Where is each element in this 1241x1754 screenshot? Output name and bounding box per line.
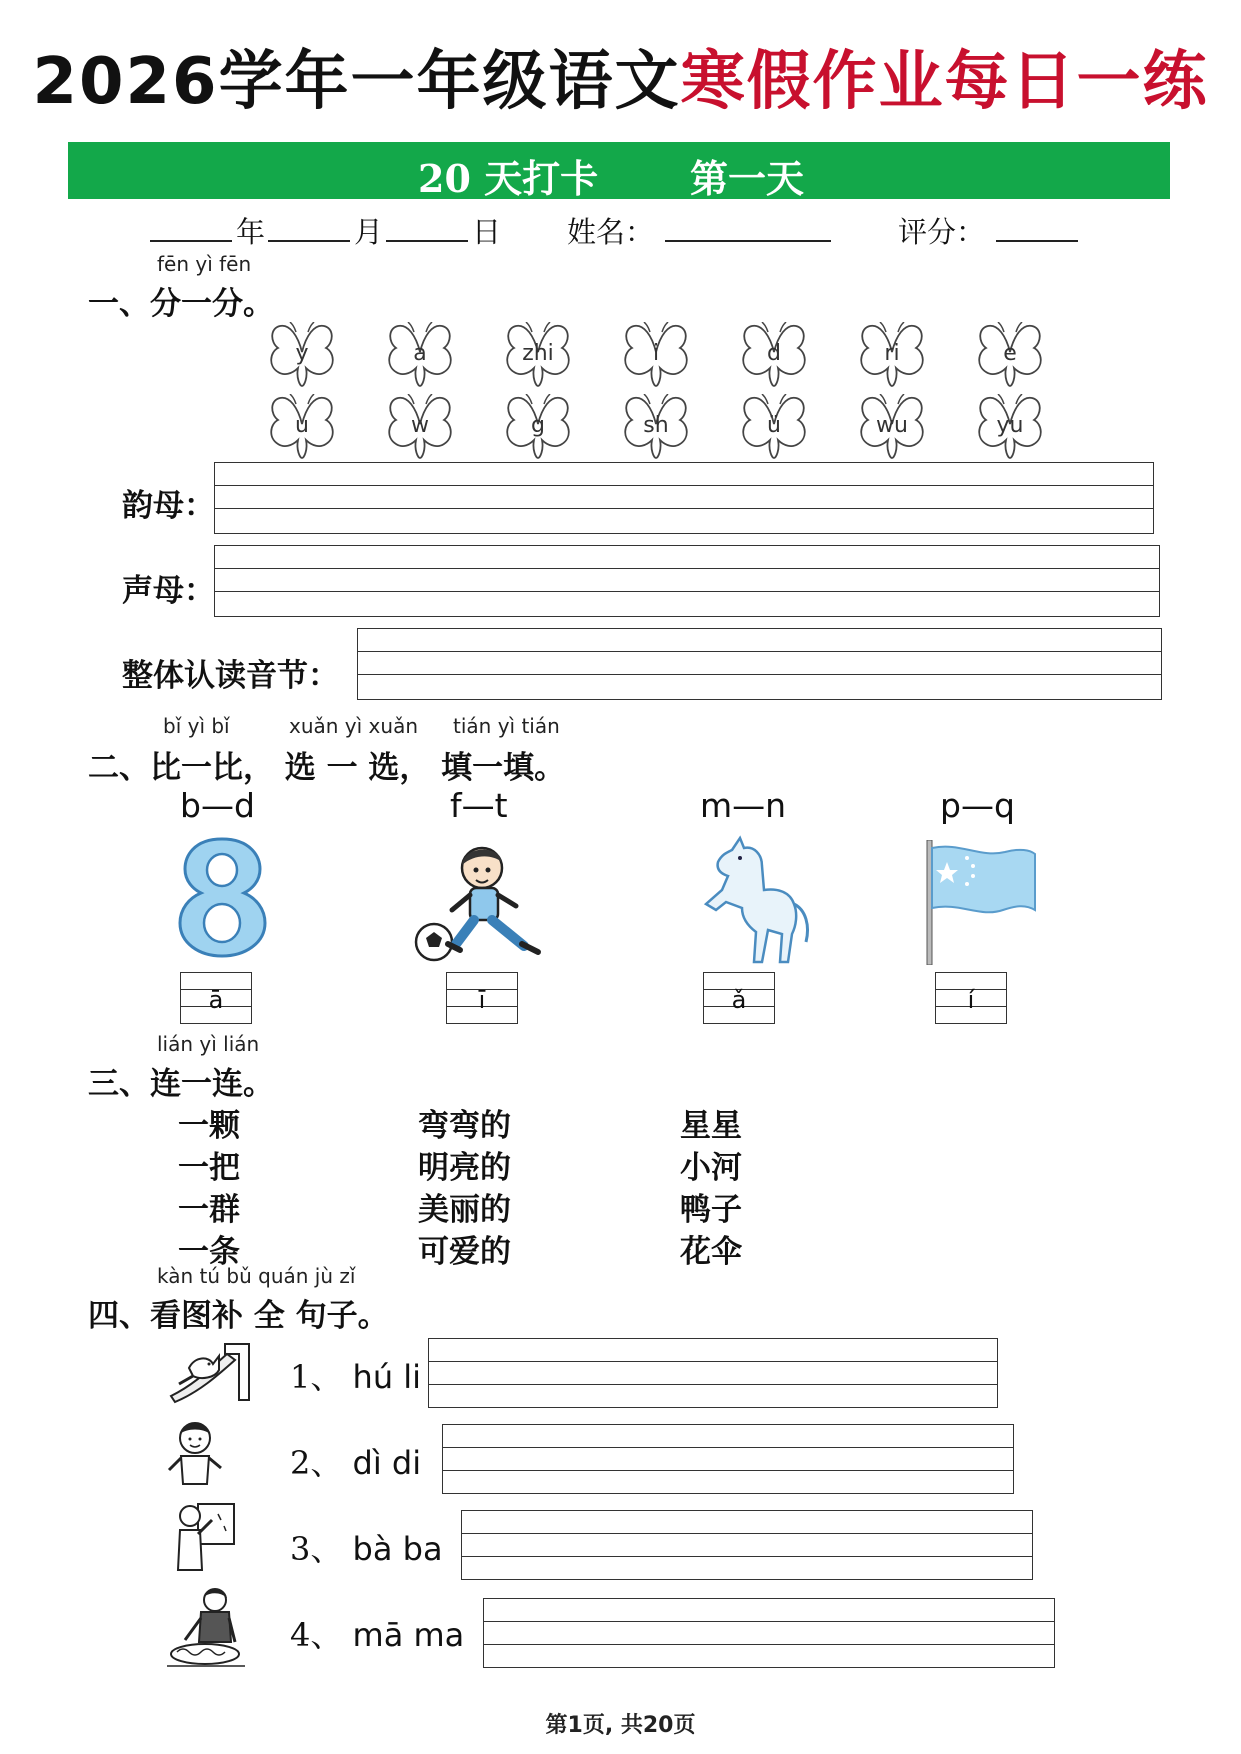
- butterfly-letter: i: [652, 341, 660, 366]
- tone-letter-4: í: [967, 986, 975, 1014]
- butterfly-letter: e: [1003, 341, 1017, 366]
- item-1-pinyin: hú li: [352, 1358, 422, 1396]
- s1-pinyin: fēn yì fēn: [157, 252, 252, 276]
- name-label: 姓名：: [567, 215, 655, 249]
- zhengti-label: 整体认读音节：: [122, 658, 339, 694]
- item-1-label: [290, 1352, 421, 1398]
- s2-pinyin-1: bǐ yì bǐ: [163, 714, 230, 738]
- item-3-pinyin: bà ba: [352, 1530, 443, 1568]
- year-label: 年: [236, 215, 266, 249]
- tone-letter-3: ǎ: [731, 986, 747, 1014]
- match-left-2: 一把: [178, 1150, 240, 1186]
- butterfly-letter: w: [411, 413, 429, 438]
- page-title: [0, 30, 1241, 122]
- match-mid-3: 美丽的: [418, 1192, 511, 1228]
- s4-title: 四、看图补 全 句子。: [88, 1298, 389, 1334]
- pair-b-d: b—d: [180, 786, 255, 825]
- match-right-2: 小河: [680, 1150, 742, 1186]
- butterfly-letter: zhi: [522, 341, 554, 366]
- day-banner: [68, 142, 1170, 199]
- butterfly-letter: g: [531, 413, 545, 438]
- banner-day: 第一天: [690, 156, 805, 201]
- shengmu-writing-box[interactable]: [214, 545, 1160, 617]
- match-right-4: 花伞: [680, 1234, 742, 1270]
- butterfly-card[interactable]: [740, 394, 808, 460]
- butterfly-card[interactable]: [622, 394, 690, 460]
- mother-washing-image: [165, 1586, 255, 1672]
- title-red: 寒假作业每日一练: [680, 45, 1209, 119]
- yunmu-label: 韵母：: [122, 488, 215, 524]
- tone-box-3[interactable]: [703, 972, 775, 1024]
- father-painting-image: [168, 1500, 238, 1572]
- tone-box-2[interactable]: [446, 972, 518, 1024]
- s4-pinyin: kàn tú bǔ quán jù zǐ: [157, 1264, 356, 1288]
- match-right-3: 鸭子: [680, 1192, 742, 1228]
- month-label: 月: [354, 215, 384, 249]
- butterfly-letter: u: [295, 413, 309, 438]
- match-left-1: 一颗: [178, 1108, 240, 1144]
- item-2-label: [290, 1438, 421, 1484]
- yunmu-writing-box[interactable]: [214, 462, 1154, 534]
- butterfly-letter: ü: [767, 413, 781, 438]
- s2-title: 二、比一比， 选 一 选， 填一填。: [88, 750, 566, 786]
- item-4-pinyin: mā ma: [352, 1616, 465, 1654]
- match-mid-4: 可爱的: [418, 1234, 511, 1270]
- butterfly-card[interactable]: [858, 322, 926, 388]
- butterfly-letter: yu: [996, 413, 1024, 438]
- day-blank[interactable]: [386, 240, 468, 242]
- butterfly-letter: d: [767, 341, 781, 366]
- butterfly-card[interactable]: [386, 322, 454, 388]
- banner-checkin: 20 天打卡: [418, 156, 599, 201]
- flag-image: [925, 840, 1040, 965]
- boy-kicking-ball-image: [412, 840, 557, 970]
- year-blank[interactable]: [150, 240, 232, 242]
- butterfly-card[interactable]: [858, 394, 926, 460]
- butterfly-card[interactable]: [740, 322, 808, 388]
- butterfly-letter: ri: [884, 341, 900, 366]
- item-1-writing-box[interactable]: [428, 1338, 998, 1408]
- little-brother-image: [165, 1418, 225, 1486]
- pair-f-t: f—t: [450, 786, 508, 825]
- butterfly-card[interactable]: [268, 322, 336, 388]
- s1-title: 一、分一分。: [88, 286, 274, 322]
- item-4-label: [290, 1610, 464, 1656]
- zhengti-writing-box[interactable]: [357, 628, 1162, 700]
- butterfly-letter: sh: [643, 413, 669, 438]
- match-left-3: 一群: [178, 1192, 240, 1228]
- fox-on-slide-image: [165, 1338, 257, 1408]
- butterfly-card[interactable]: [976, 394, 1044, 460]
- title-black: 2026学年一年级语文: [32, 45, 681, 119]
- butterfly-letter: wu: [876, 413, 908, 438]
- item-3-writing-box[interactable]: [461, 1510, 1033, 1580]
- s3-pinyin: lián yì lián: [157, 1032, 260, 1056]
- butterfly-letter: a: [413, 341, 427, 366]
- score-label: 评分：: [898, 215, 986, 249]
- pair-m-n: m—n: [700, 786, 787, 825]
- match-mid-1: 弯弯的: [418, 1108, 511, 1144]
- butterfly-card[interactable]: [504, 322, 572, 388]
- shengmu-label: 声母：: [122, 573, 215, 609]
- s2-pinyin-3: tián yì tián: [453, 714, 560, 738]
- tone-letter-1: ā: [208, 986, 224, 1014]
- tone-letter-2: ī: [478, 986, 486, 1014]
- butterfly-card[interactable]: [386, 394, 454, 460]
- butterfly-card[interactable]: [976, 322, 1044, 388]
- match-left-4: 一条: [178, 1234, 240, 1270]
- tone-box-4[interactable]: [935, 972, 1007, 1024]
- butterfly-card[interactable]: [268, 394, 336, 460]
- item-2-pinyin: dì di: [352, 1444, 422, 1482]
- month-blank[interactable]: [268, 240, 350, 242]
- number-eight-image: [175, 835, 270, 960]
- match-right-1: 星星: [680, 1108, 742, 1144]
- score-blank[interactable]: [996, 240, 1078, 242]
- item-3-label: [290, 1524, 443, 1570]
- s3-title: 三、连一连。: [88, 1066, 274, 1102]
- pair-p-q: p—q: [940, 786, 1015, 825]
- butterfly-card[interactable]: [622, 322, 690, 388]
- item-3-number: 3、: [290, 1530, 343, 1568]
- butterfly-letter: y: [295, 341, 309, 366]
- name-blank[interactable]: [665, 240, 831, 242]
- item-2-writing-box[interactable]: [442, 1424, 1014, 1494]
- item-1-number: 1、: [290, 1358, 343, 1396]
- tone-box-1[interactable]: [180, 972, 252, 1024]
- day-label: 日: [472, 215, 502, 249]
- item-4-writing-box[interactable]: [483, 1598, 1055, 1668]
- horse-image: [692, 830, 812, 970]
- item-2-number: 2、: [290, 1444, 343, 1482]
- page-footer: 第1页, 共20页: [545, 1713, 696, 1738]
- butterfly-card[interactable]: [504, 394, 572, 460]
- item-4-number: 4、: [290, 1616, 343, 1654]
- s2-pinyin-2: xuǎn yì xuǎn: [289, 714, 418, 738]
- match-mid-2: 明亮的: [418, 1150, 511, 1186]
